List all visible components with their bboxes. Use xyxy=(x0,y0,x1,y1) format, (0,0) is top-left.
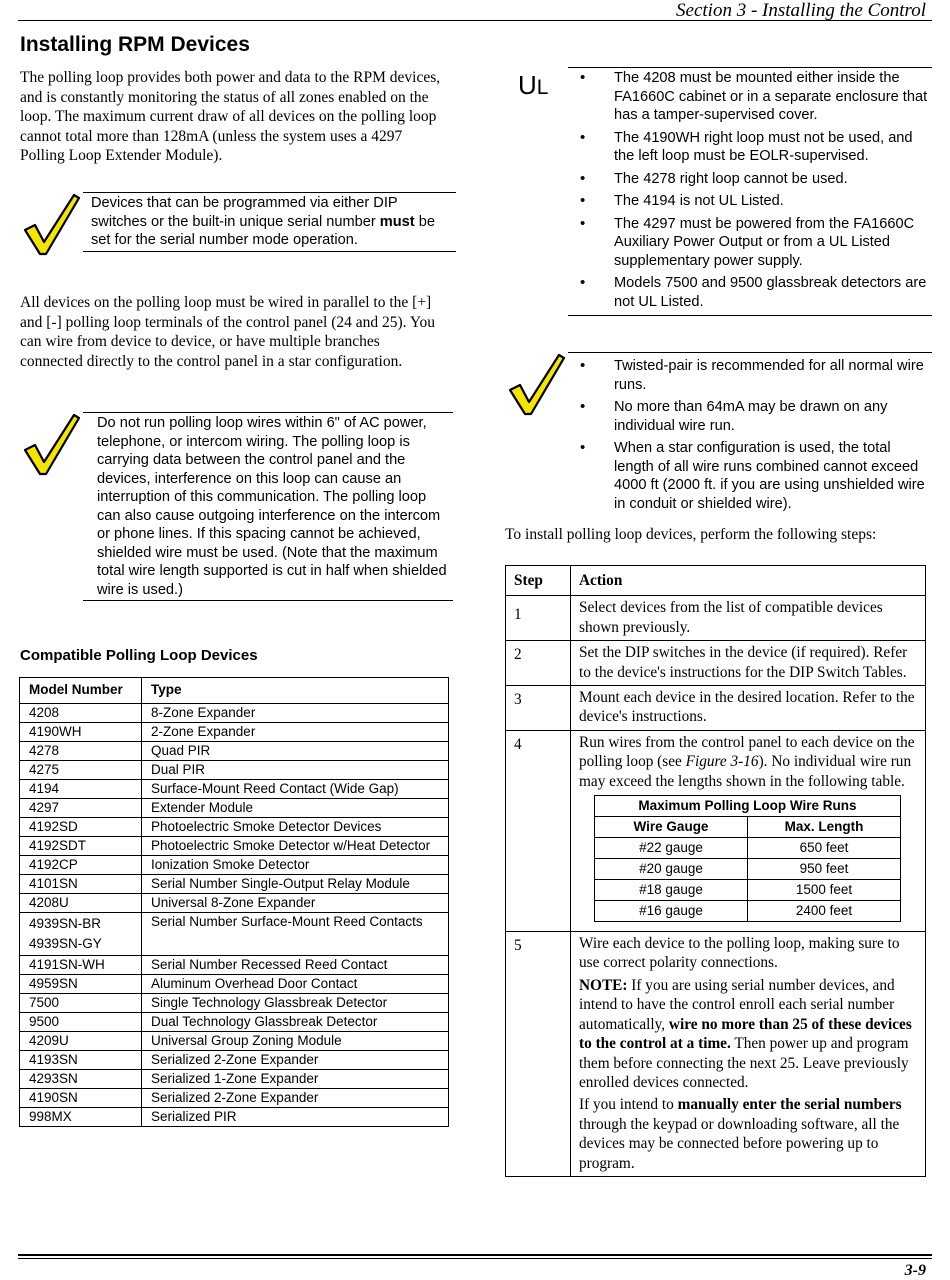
table-row xyxy=(595,838,901,859)
step-row xyxy=(506,641,926,686)
table-row xyxy=(20,1089,449,1108)
step-text xyxy=(579,1095,917,1173)
table-header-row xyxy=(506,566,926,596)
header-rule xyxy=(18,20,932,21)
model-number: 4209U xyxy=(20,1032,142,1051)
ul-bullet-list xyxy=(568,69,932,311)
table-row xyxy=(20,856,449,875)
table-header-row xyxy=(595,817,901,838)
device-type: Serialized 2-Zone Expander xyxy=(142,1089,449,1108)
figure-reference: Figure 3-16 xyxy=(685,753,759,771)
column-header: Max. Length xyxy=(748,817,901,838)
model-number: 4101SN xyxy=(20,875,142,894)
step-row xyxy=(506,730,926,931)
devices-table xyxy=(19,677,449,1127)
step-number: 1 xyxy=(506,596,571,641)
table-row xyxy=(20,913,449,956)
column-header: Wire Gauge xyxy=(595,817,748,838)
step-text: Wire each device to the polling loop, making sure to use correct polarity connections. xyxy=(579,935,900,972)
list-item: • Models 7500 and 9500 glassbreak detectors are not UL Listed. xyxy=(568,274,932,311)
step-row xyxy=(506,686,926,731)
model-number: 4192SDT xyxy=(20,837,142,856)
step-number: 4 xyxy=(506,730,571,931)
step-number: 3 xyxy=(506,686,571,731)
device-type: 8-Zone Expander xyxy=(142,704,449,723)
model-number: 4959SN xyxy=(20,975,142,994)
model-number: 4190WH xyxy=(20,723,142,742)
table-row xyxy=(20,818,449,837)
note-interference: Do not run polling loop wires within 6" of AC power, telephone, or intercom wiring. The polling loop is carrying data between the control panel and the devices, interference on this loop can cause an interruption of this communication. The polling loop can also cause outgoing interference on the intercom or phone lines. If this spacing cannot be achieved, shielded wire must be used. (Note that the maximum total wire length supported is cut in half when shielded wire is used.) xyxy=(83,412,453,601)
wire-gauge: #18 gauge xyxy=(595,880,748,901)
table-row xyxy=(20,994,449,1013)
table-row xyxy=(20,723,449,742)
ul-letter: L xyxy=(536,76,549,99)
max-length: 650 feet xyxy=(748,838,901,859)
step-row xyxy=(506,932,926,1177)
table-row xyxy=(20,837,449,856)
table-row xyxy=(20,704,449,723)
step-action xyxy=(571,932,926,1177)
device-type: Aluminum Overhead Door Contact xyxy=(142,975,449,994)
device-type: Photoelectric Smoke Detector w/Heat Detector xyxy=(142,837,449,856)
table-row xyxy=(20,799,449,818)
footer-rule xyxy=(18,1254,932,1256)
table-row xyxy=(20,742,449,761)
device-type: 2-Zone Expander xyxy=(142,723,449,742)
model-number: 4293SN xyxy=(20,1070,142,1089)
model-number: 4194 xyxy=(20,780,142,799)
model-number: 4190SN xyxy=(20,1089,142,1108)
wire-gauge: #16 gauge xyxy=(595,901,748,922)
checkmark-icon xyxy=(22,412,82,478)
model-number: 4297 xyxy=(20,799,142,818)
wire-run-notes xyxy=(568,352,932,517)
page-number: 3-9 xyxy=(904,1262,926,1279)
table-row xyxy=(595,880,901,901)
table-row xyxy=(20,761,449,780)
device-type: Universal 8-Zone Expander xyxy=(142,894,449,913)
list-item: • The 4190WH right loop must not be used, and the left loop must be EOLR-supervised. xyxy=(568,129,932,166)
step-row xyxy=(506,596,926,641)
device-type: Photoelectric Smoke Detector Devices xyxy=(142,818,449,837)
max-length: 1500 feet xyxy=(748,880,901,901)
checkmark-icon xyxy=(507,352,567,418)
device-type: Serialized PIR xyxy=(142,1108,449,1127)
list-item: • No more than 64mA may be drawn on any individual wire run. xyxy=(568,398,932,435)
note-text: Devices that can be programmed via either DIP switches or the built-in unique serial number xyxy=(91,195,398,230)
table-row xyxy=(20,1013,449,1032)
note-emphasis: wire no more than 25 of these devices to the control at a time. xyxy=(579,1015,912,1053)
column-header: Type xyxy=(142,678,449,704)
step-text: Run wires from the control panel to each device on the polling loop (see xyxy=(579,733,915,771)
device-type: Universal Group Zoning Module xyxy=(142,1032,449,1051)
checkmark-icon xyxy=(22,192,82,258)
note-text: be set for the serial number mode operation. xyxy=(91,213,435,248)
wire-gauge: #22 gauge xyxy=(595,838,748,859)
model-number: 4192CP xyxy=(20,856,142,875)
table-title-row xyxy=(595,796,901,817)
step-text: Then power up and program them before connecting the next 25. Leave previously enrolled devices connected. xyxy=(579,1035,909,1091)
table-row xyxy=(595,901,901,922)
max-length: 950 feet xyxy=(748,859,901,880)
section-header: Section 3 - Installing the Control xyxy=(676,0,926,21)
device-type: Serialized 2-Zone Expander xyxy=(142,1051,449,1070)
table-row xyxy=(20,894,449,913)
steps-intro: To install polling loop devices, perform the following steps: xyxy=(505,526,877,543)
ul-letter: U xyxy=(518,70,537,100)
step-text: ). No individual wire run may exceed the lengths shown in the following table. xyxy=(579,753,912,790)
note-label: NOTE: xyxy=(579,976,628,994)
device-type: Serial Number Surface-Mount Reed Contacts xyxy=(142,913,449,956)
table-row xyxy=(20,975,449,994)
model-number: 4191SN-WH xyxy=(20,956,142,975)
table-row xyxy=(20,1032,449,1051)
wire-gauge: #20 gauge xyxy=(595,859,748,880)
ul-listed-mark xyxy=(518,70,548,101)
step-action: Select devices from the list of compatible devices shown previously. xyxy=(571,596,926,641)
max-length: 2400 feet xyxy=(748,901,901,922)
model-number: 9500 xyxy=(20,1013,142,1032)
column-header: Model Number xyxy=(20,678,142,704)
list-item: • The 4208 must be mounted either inside the FA1660C cabinet or in a separate enclosure that has a tamper-supervised cover. xyxy=(568,69,932,125)
table-row xyxy=(20,1070,449,1089)
page-title: Installing RPM Devices xyxy=(20,33,250,56)
device-type: Dual PIR xyxy=(142,761,449,780)
note-serial-number xyxy=(83,192,456,252)
device-type: Serial Number Single-Output Relay Module xyxy=(142,875,449,894)
list-item: • Twisted-pair is recommended for all normal wire runs. xyxy=(568,357,932,394)
table-row xyxy=(20,780,449,799)
device-type: Serialized 1-Zone Expander xyxy=(142,1070,449,1089)
step-text: through the keypad or downloading software, all the devices may be connected before powering up to program. xyxy=(579,1115,900,1172)
column-header: Step xyxy=(506,566,571,596)
step-action: Set the DIP switches in the device (if required). Refer to the device's instructions for the DIP Switch Tables. xyxy=(571,641,926,686)
device-type: Surface-Mount Reed Contact (Wide Gap) xyxy=(142,780,449,799)
footer-rule xyxy=(18,1258,932,1259)
list-item: • The 4194 is not UL Listed. xyxy=(568,192,932,211)
step-number: 2 xyxy=(506,641,571,686)
step-action: Mount each device in the desired location. Refer to the device's instructions. xyxy=(571,686,926,731)
step-note xyxy=(579,976,917,1092)
wire-runs-table xyxy=(594,795,901,922)
step-emphasis: manually enter the serial numbers xyxy=(677,1096,902,1114)
list-item: • When a star configuration is used, the total length of all wire runs combined cannot exceed 4000 ft (2000 ft. if you are using unshielded wire in conduit or shielded wire). xyxy=(568,439,932,513)
list-item: • The 4297 must be powered from the FA1660C Auxiliary Power Output or from a UL Listed supplementary power supply. xyxy=(568,215,932,271)
model-number: 4278 xyxy=(20,742,142,761)
list-item: • The 4278 right loop cannot be used. xyxy=(568,170,932,189)
model-number: 4192SD xyxy=(20,818,142,837)
intro-paragraph: The polling loop provides both power and data to the RPM devices, and is constantly monitoring the status of all zones enabled on the loop. The maximum current draw of all devices on the polling loop cannot total more than 128mA (unless the system uses a 4297 Polling Loop Extender Module). xyxy=(20,69,441,164)
step-number: 5 xyxy=(506,932,571,1177)
model-number: 4939SN-BR 4939SN-GY xyxy=(20,913,142,956)
model-number: 7500 xyxy=(20,994,142,1013)
step-text: If you intend to xyxy=(579,1096,678,1114)
model-number: 4208U xyxy=(20,894,142,913)
table-row xyxy=(20,956,449,975)
model-number: 4193SN xyxy=(20,1051,142,1070)
device-type: Dual Technology Glassbreak Detector xyxy=(142,1013,449,1032)
wire-table-title: Maximum Polling Loop Wire Runs xyxy=(595,796,901,817)
table-row xyxy=(595,859,901,880)
step-text: If you are using serial number devices, and intend to have the control enroll each serial number automatically, xyxy=(579,976,895,1033)
model-number: 4208 xyxy=(20,704,142,723)
table-row xyxy=(20,1108,449,1127)
table-header-row xyxy=(20,678,449,704)
ul-requirements xyxy=(568,67,932,316)
table-row xyxy=(20,875,449,894)
step-action xyxy=(571,730,926,931)
device-type: Single Technology Glassbreak Detector xyxy=(142,994,449,1013)
model-number: 998MX xyxy=(20,1108,142,1127)
device-type: Serial Number Recessed Reed Contact xyxy=(142,956,449,975)
model-number: 4275 xyxy=(20,761,142,780)
table-row xyxy=(20,1051,449,1070)
device-type: Extender Module xyxy=(142,799,449,818)
device-type: Quad PIR xyxy=(142,742,449,761)
column-header: Action xyxy=(571,566,926,596)
wiring-paragraph: All devices on the polling loop must be wired in parallel to the [+] and [-] polling loop terminals of the control panel (24 and 25). You can wire from device to device, or have multiple branches connected directly to the control panel in a star configuration. xyxy=(20,294,435,370)
wire-bullet-list xyxy=(568,357,932,513)
device-type: Ionization Smoke Detector xyxy=(142,856,449,875)
note-emphasis: must xyxy=(379,213,415,230)
steps-table xyxy=(505,565,926,1177)
devices-heading: Compatible Polling Loop Devices xyxy=(20,647,258,664)
